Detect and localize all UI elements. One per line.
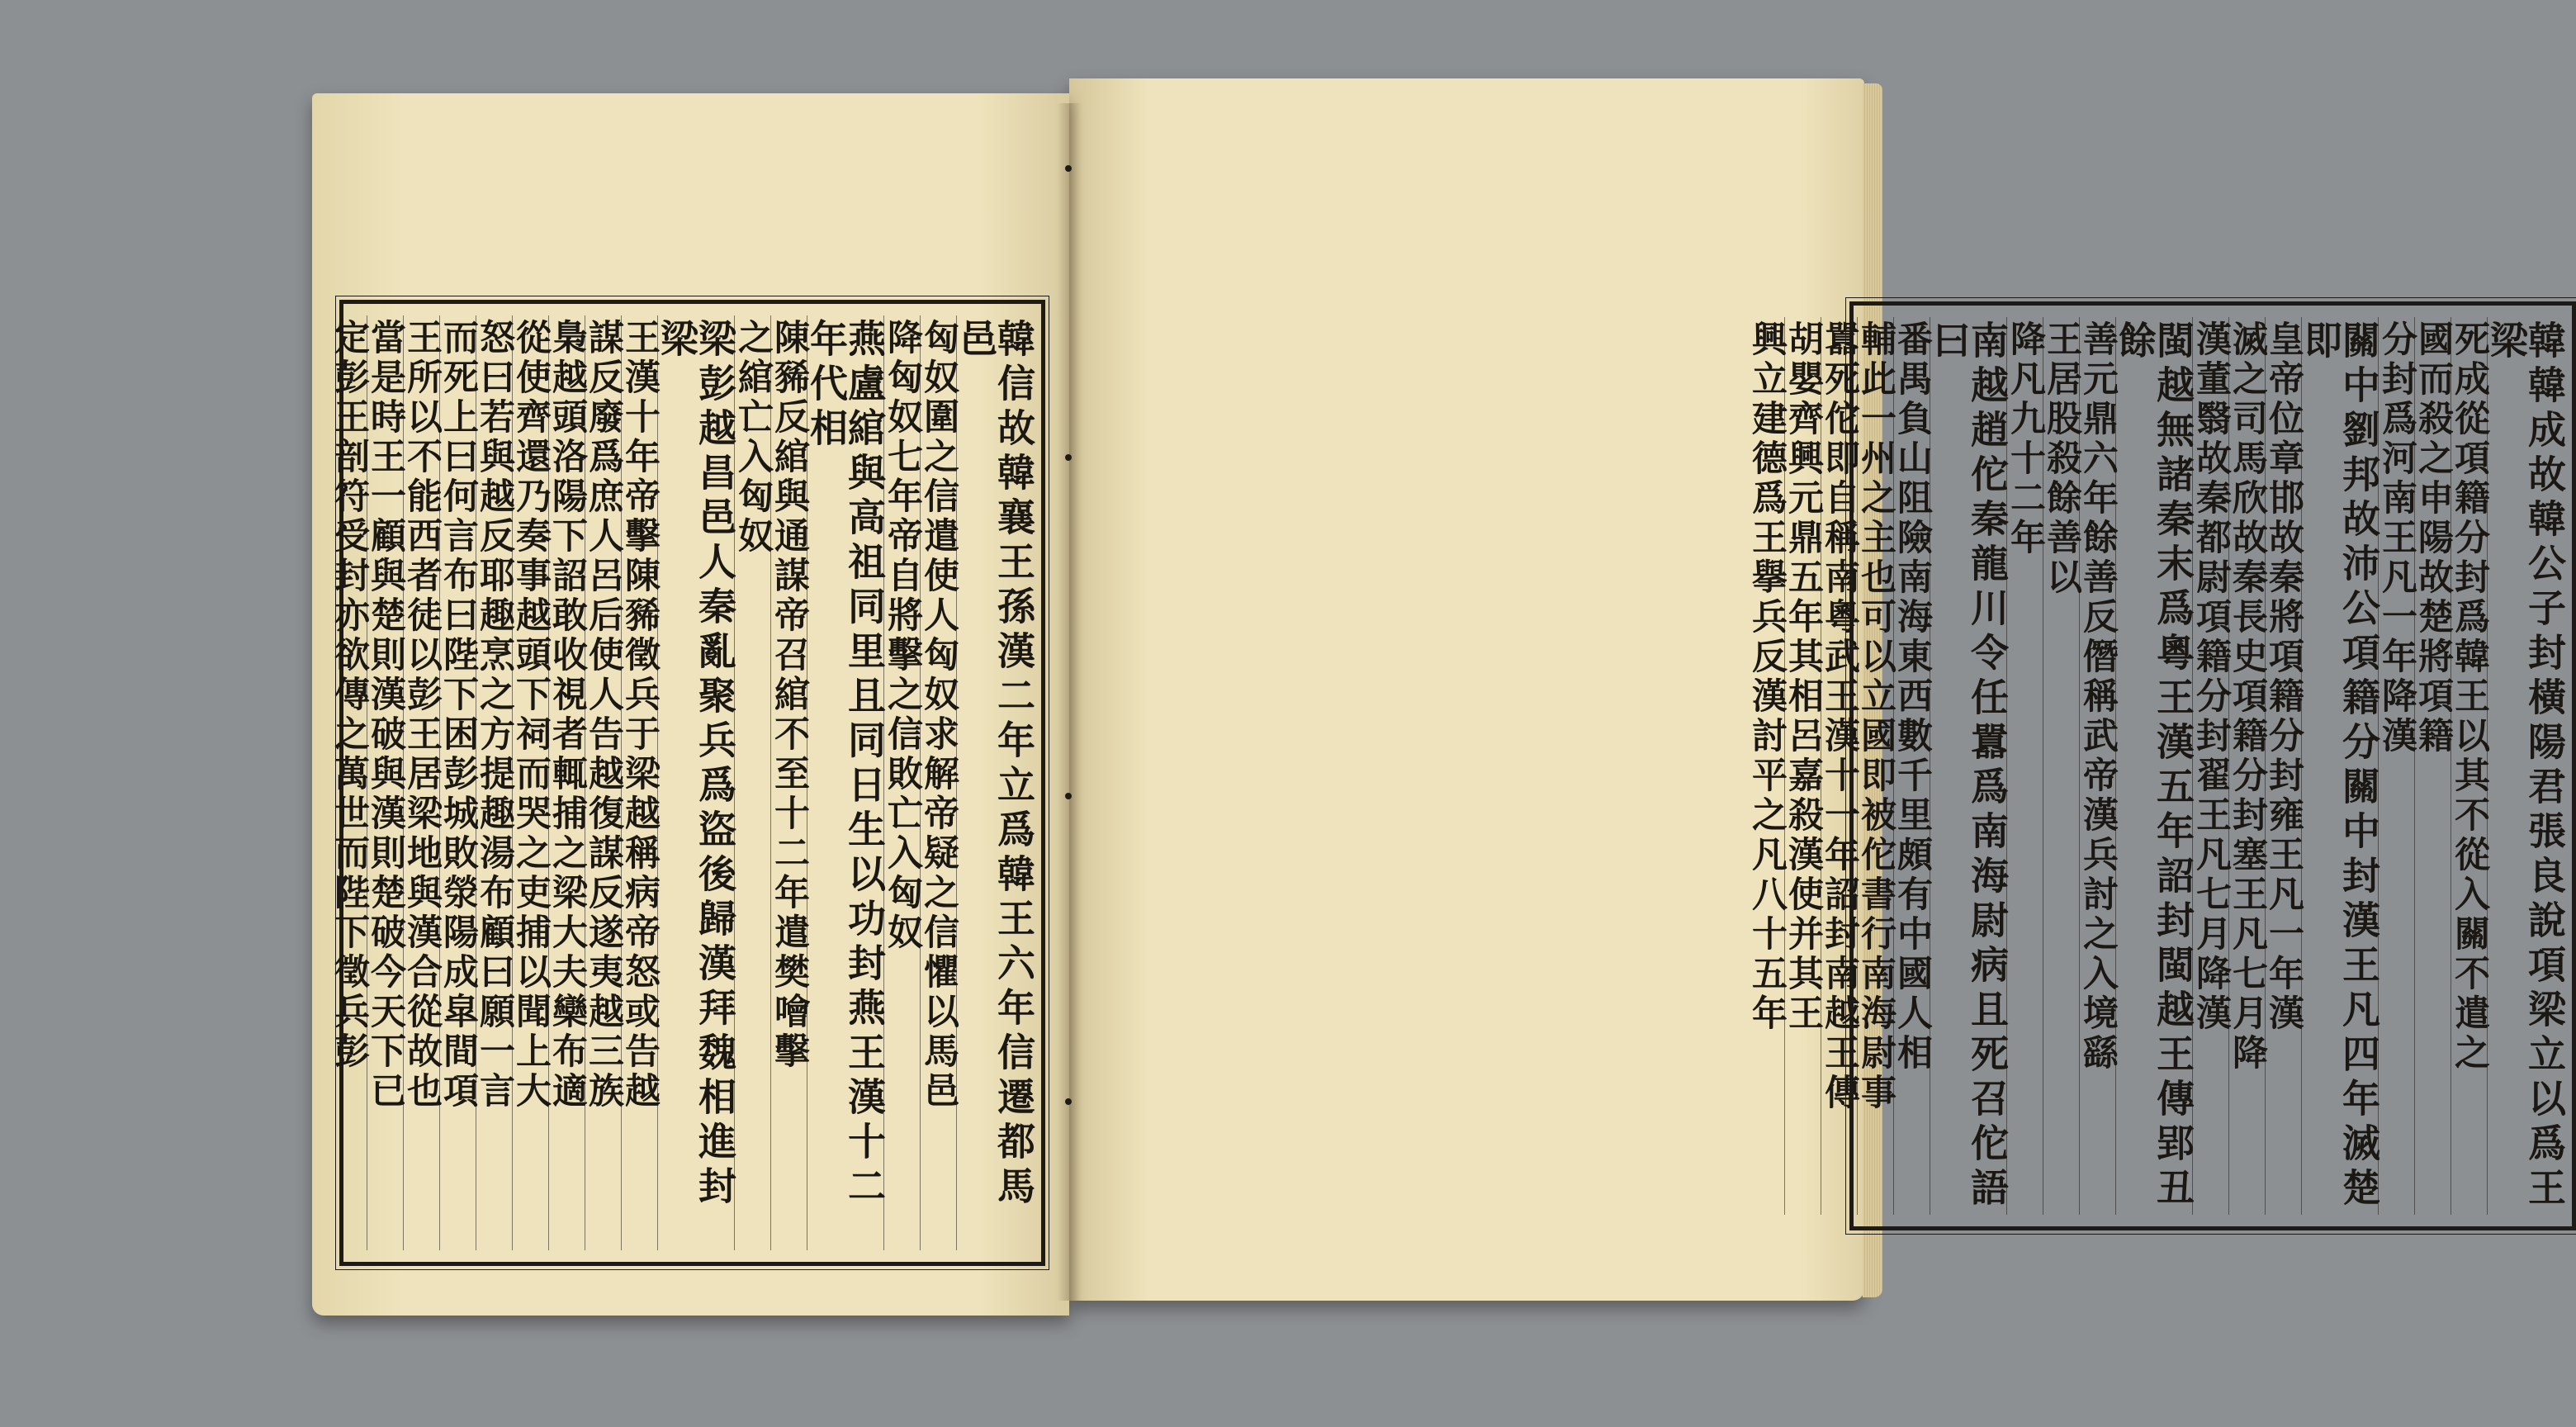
right-columns bbox=[1746, 317, 2567, 1215]
left-page-column: 而死上曰何言布曰陛下困彭城敗滎陽成皐間項 bbox=[439, 315, 476, 1250]
right-page-column: 降凡九十二年 bbox=[2006, 317, 2043, 1215]
left-page-column: 從使齊還乃奏事越頭下祠而哭之吏捕以聞上大 bbox=[512, 315, 548, 1250]
left-page-column: 韓信故韓襄王孫漢二年立爲韓王六年信遷都馬邑 bbox=[956, 315, 1033, 1250]
right-page-column: 南越趙佗秦龍川令任囂爲南海尉病且死召佗語曰 bbox=[1930, 317, 2006, 1215]
binding-thread bbox=[1065, 454, 1072, 461]
left-columns bbox=[329, 315, 1036, 1250]
right-page-column: 番禺負山阻險南海東西數千里頗有中國人相 bbox=[1893, 317, 1930, 1215]
open-book bbox=[312, 78, 2567, 1317]
right-page-column: 皇帝位章邯故秦將項籍分封雍王凡一年漢 bbox=[2265, 317, 2301, 1215]
binding-thread bbox=[1065, 1098, 1072, 1105]
right-page-column: 分封爲河南王凡一年降漢 bbox=[2378, 317, 2414, 1215]
book-gutter bbox=[1057, 103, 1082, 1301]
left-page-column: 梁彭越昌邑人秦亂聚兵爲盜後歸漢拜魏相進封梁 bbox=[657, 315, 734, 1250]
right-page-column: 胡嬰齊興元鼎五年其相呂嘉殺漢使并其王 bbox=[1784, 317, 1821, 1215]
binding-thread bbox=[1065, 165, 1072, 172]
left-text-frame bbox=[329, 300, 1045, 1266]
right-page-column: 關中劉邦故沛公項籍分關中封漢王凡四年滅楚即 bbox=[2301, 317, 2378, 1215]
binding-thread bbox=[1065, 793, 1072, 799]
right-page-column: 閩越無諸秦末爲粵王漢五年詔封閩越王傳郢丑餘 bbox=[2115, 317, 2192, 1215]
right-page-column: 興立建德爲王擧兵反漢討平之凡八十五年 bbox=[1746, 320, 1788, 1034]
right-page-column: 漢董翳故秦都尉項籍分封翟王凡七月降漢 bbox=[2192, 317, 2228, 1215]
right-page-column: 國而殺之申陽故楚將項籍 bbox=[2414, 317, 2451, 1215]
left-page bbox=[312, 93, 1069, 1316]
right-page bbox=[1069, 78, 2567, 1301]
left-page-column: 王所以不能西者徒以彭王居梁地與漢合從故也 bbox=[403, 315, 439, 1250]
right-page-column: 死成從項籍分封爲韓王以其不從入關不遣之 bbox=[2451, 317, 2487, 1215]
left-page-column: 謀反廢爲庶人呂后使人告越復謀反遂夷越三族 bbox=[585, 315, 621, 1250]
left-page-column: 之綰亡入匈奴 bbox=[734, 315, 770, 1250]
left-page-column: 降匈奴七年帝自將擊之信敗亡入匈奴 bbox=[883, 315, 920, 1250]
left-page-column: 定彭王剖符受封亦欲傳之萬世而陛下徵兵彭 bbox=[329, 319, 370, 1072]
left-page-column: 怒曰若與越反耶趣烹之方提趣湯布顧曰願一言 bbox=[476, 315, 512, 1250]
left-page-column: 當是時王一顧與楚則漢破與漢則楚破今天下已 bbox=[367, 315, 403, 1250]
left-page-column: 王漢十年帝擊陳豨徵兵于梁越稱病帝怒或告越 bbox=[621, 315, 657, 1250]
right-page-column: 韓韓成故韓公子封橫陽君張良說項梁立以爲王梁 bbox=[2487, 317, 2564, 1215]
right-page-column: 滅之司馬欣故秦長史項籍分封塞王凡七月降 bbox=[2228, 317, 2265, 1215]
right-page-column: 輔此一州之主也可以立國即被佗書行南海尉事 bbox=[1857, 317, 1893, 1215]
left-page-column: 梟越頭洛陽下詔敢收視者輒捕之梁大夫欒布適 bbox=[548, 315, 585, 1250]
right-page-column: 囂死佗即自稱南粵武王漢十一年詔封南越王傳 bbox=[1821, 317, 1857, 1215]
right-page-column: 善元鼎六年餘善反僭稱武帝漢兵討之入境繇 bbox=[2079, 317, 2115, 1215]
right-text-frame bbox=[1746, 301, 2576, 1230]
left-page-column: 匈奴圍之信遣使人匈奴求解帝疑之信懼以馬邑 bbox=[920, 315, 956, 1250]
left-page-column: 燕盧綰與高祖同里且同日生以功封燕王漢十二年代相 bbox=[807, 315, 883, 1250]
right-page-column: 王居股殺餘善以 bbox=[2043, 317, 2079, 1215]
left-page-column: 陳豨反綰與通謀帝召綰不至十二年遣樊噲擊 bbox=[770, 315, 807, 1250]
